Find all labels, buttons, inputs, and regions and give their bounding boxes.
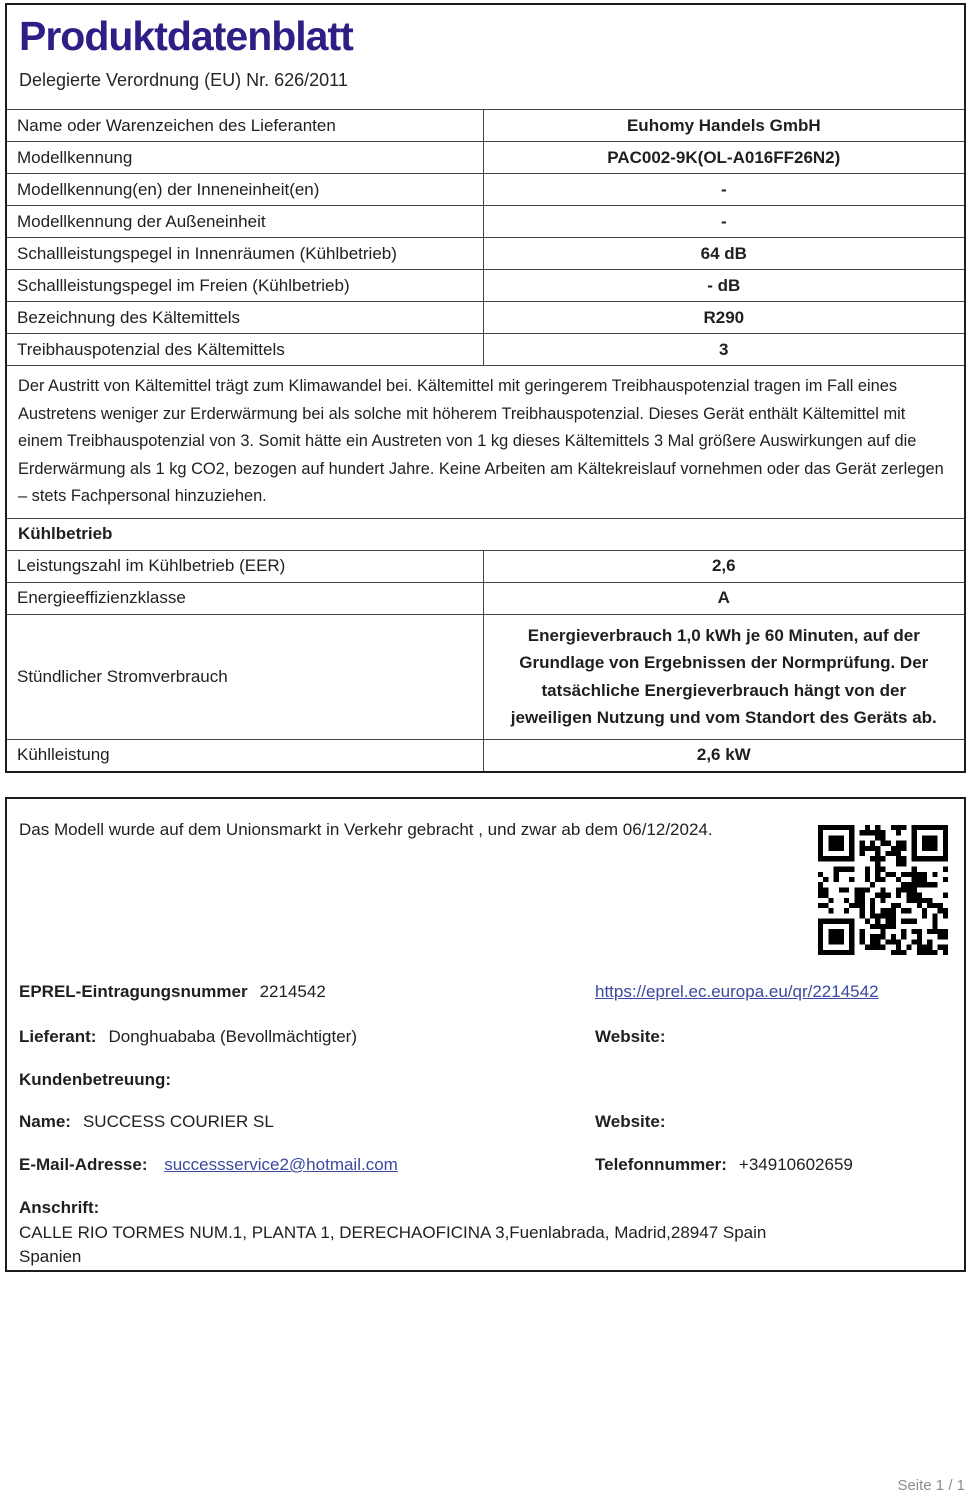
website-line bbox=[595, 1027, 666, 1047]
supplier-label: Lieferant: bbox=[19, 1027, 97, 1046]
name-label: Name: bbox=[19, 1112, 71, 1131]
table-row bbox=[7, 739, 964, 771]
table-row bbox=[7, 333, 964, 365]
row-label: Schallleistungspegel im Freien (Kühlbetrieb) bbox=[7, 270, 484, 301]
row-label: Schallleistungspegel in Innenräumen (Kühlbetrieb) bbox=[7, 238, 484, 269]
table-row bbox=[7, 173, 964, 205]
address-label: Anschrift: bbox=[19, 1198, 100, 1217]
website-label-2: Website: bbox=[595, 1112, 666, 1131]
supplier-info-box bbox=[5, 797, 966, 1272]
row-label: Energieeffizienzklasse bbox=[7, 583, 484, 614]
name-line bbox=[19, 1112, 274, 1132]
customer-service-label: Kundenbetreuung: bbox=[19, 1070, 172, 1089]
row-label: Kühlleistung bbox=[7, 740, 484, 771]
eprel-number-line bbox=[19, 982, 326, 1002]
name-value: SUCCESS COURIER SL bbox=[82, 1112, 274, 1131]
row-value: - bbox=[720, 179, 727, 199]
spec-table bbox=[7, 109, 964, 771]
table-row bbox=[7, 582, 964, 614]
website-line-2 bbox=[595, 1112, 666, 1132]
address-line-2: Spanien bbox=[19, 1247, 82, 1266]
row-label: Modellkennung bbox=[7, 142, 484, 173]
table-row bbox=[7, 237, 964, 269]
row-label: Name oder Warenzeichen des Lieferanten bbox=[7, 110, 484, 141]
table-row bbox=[7, 301, 964, 333]
eprel-number: 2214542 bbox=[259, 982, 326, 1001]
qr-code-image bbox=[818, 825, 948, 955]
phone-value: +34910602659 bbox=[738, 1155, 853, 1174]
row-label: Bezeichnung des Kältemittels bbox=[7, 302, 484, 333]
table-row bbox=[7, 141, 964, 173]
row-value: 3 bbox=[719, 339, 729, 359]
row-value: 64 dB bbox=[700, 243, 747, 263]
datasheet-box bbox=[5, 3, 966, 773]
market-placement-text: Das Modell wurde auf dem Unionsmarkt in Verkehr gebracht , und zwar ab dem 06/12/2024. bbox=[19, 820, 713, 839]
regulation-subtitle: Delegierte Verordnung (EU) Nr. 626/2011 bbox=[19, 70, 348, 90]
table-row bbox=[7, 614, 964, 739]
table-row bbox=[7, 550, 964, 582]
refrigerant-note: Der Austritt von Kältemittel trägt zum Klimawandel bei. Kältemittel mit geringerem Treibhauspotenzial tragen im Fall eines Austretens weniger zur Erderwärmung bei als solche mit höherem Treibhauspotenzial. Dieses Gerät enthält Kältemittel mit einem Treibhauspotenzial von 3. Somit hätte ein Austreten von 1 kg dieses Kältemittels 3 Mal größere Auswirkungen auf die Erderwärmung als 1 kg CO2, bezogen auf hundert Jahre. Keine Arbeiten am Kältekreislauf vornehmen oder das Gerät zerlegen – stets Fachpersonal hinzuziehen. bbox=[7, 365, 964, 518]
table-row bbox=[7, 269, 964, 301]
supplier-line bbox=[19, 1027, 357, 1047]
website-label: Website: bbox=[595, 1027, 666, 1046]
table-row bbox=[7, 109, 964, 141]
row-value: A bbox=[717, 588, 730, 608]
section-header-kuehlbetrieb: Kühlbetrieb bbox=[7, 518, 964, 550]
phone-label: Telefonnummer: bbox=[595, 1155, 727, 1174]
address-heading bbox=[19, 1198, 99, 1218]
row-value: - bbox=[720, 211, 727, 231]
supplier-value: Donghuababa (Bevollmächtigter) bbox=[108, 1027, 358, 1046]
row-value: Energieverbrauch 1,0 kWh je 60 Minuten, auf der Grundlage von Ergebnissen der Normprüfung. Der tatsächliche Energieverbrauch hängt von der jeweiligen Nutzung und vom Standort des Geräts ab. bbox=[510, 625, 937, 728]
row-value: Euhomy Handels GmbH bbox=[626, 115, 821, 135]
qr-code bbox=[818, 825, 948, 955]
phone-line bbox=[595, 1155, 853, 1175]
row-value: PAC002-9K(OL-A016FF26N2) bbox=[607, 147, 841, 167]
row-label: Modellkennung der Außeneinheit bbox=[7, 206, 484, 237]
address-line-1: CALLE RIO TORMES NUM.1, PLANTA 1, DERECHAOFICINA 3,Fuenlabrada, Madrid,28947 Spain bbox=[19, 1223, 767, 1242]
eprel-label: EPREL-Eintragungsnummer bbox=[19, 982, 248, 1001]
row-label: Modellkennung(en) der Inneneinheit(en) bbox=[7, 174, 484, 205]
row-value: 2,6 bbox=[711, 556, 736, 576]
row-label: Treibhauspotenzial des Kältemittels bbox=[7, 334, 484, 365]
row-value: 2,6 kW bbox=[696, 745, 751, 765]
email-label: E-Mail-Adresse: bbox=[19, 1155, 148, 1174]
table-row bbox=[7, 205, 964, 237]
row-label: Leistungszahl im Kühlbetrieb (EER) bbox=[7, 551, 484, 582]
row-label: Stündlicher Stromverbrauch bbox=[7, 615, 484, 739]
row-value: - dB bbox=[707, 275, 741, 295]
email-line bbox=[19, 1155, 398, 1175]
email-link[interactable]: successservice2@hotmail.com bbox=[164, 1155, 398, 1174]
page-title: Produktdatenblatt bbox=[19, 13, 353, 59]
row-value: R290 bbox=[703, 307, 745, 327]
datasheet-header bbox=[7, 5, 964, 109]
page-number: Seite 1 / 1 bbox=[897, 1477, 965, 1494]
eprel-link[interactable]: https://eprel.ec.europa.eu/qr/2214542 bbox=[595, 982, 879, 1001]
customer-service-line bbox=[19, 1070, 171, 1090]
